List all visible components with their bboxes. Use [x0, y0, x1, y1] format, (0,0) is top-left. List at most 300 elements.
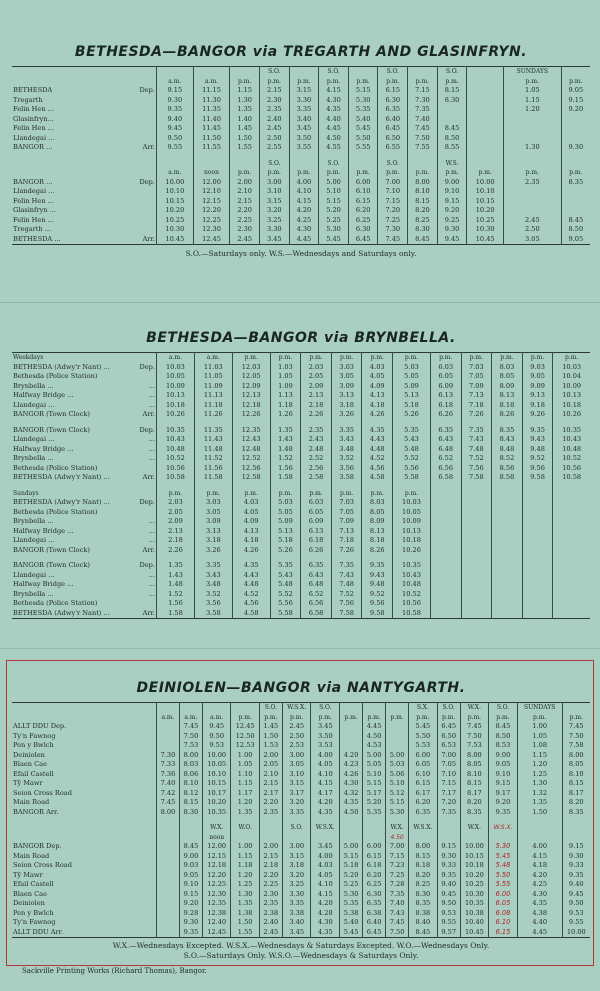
time-cell: 8.15	[179, 798, 202, 808]
header-cell: p.m.	[311, 713, 340, 723]
time-cell: 1.05	[231, 760, 259, 770]
time-cell: 12.45	[202, 928, 230, 938]
table-row	[12, 823, 590, 833]
time-cell: 9.45	[157, 124, 194, 134]
time-cell: 1.50	[517, 808, 562, 818]
stop-name: BANGOR Arr.	[13, 807, 59, 816]
time-cell: 2.13	[157, 527, 195, 537]
section-title: BETHESDA—BANGOR via TREGARTH AND GLASINFRYN.	[74, 44, 528, 60]
stop-name: Halfway Bridge ...	[13, 391, 74, 399]
time-cell: 5.20	[340, 871, 363, 881]
time-cell: 7.05	[331, 508, 362, 518]
direction-label	[132, 722, 157, 732]
time-cell: 10.56	[553, 464, 590, 474]
time-cell: 10.05	[202, 760, 230, 770]
time-cell: 8.15	[437, 86, 467, 96]
timetable-nantygarth	[12, 702, 590, 938]
time-cell: 4.56	[232, 599, 270, 609]
time-cell: 5.20	[363, 798, 386, 808]
time-cell: 3.05	[504, 235, 562, 245]
header-cell: p.m.	[408, 168, 438, 178]
time-cell: 9.10	[437, 187, 467, 197]
time-cell: 1.35	[517, 798, 562, 808]
time-cell: 6.56	[430, 464, 461, 474]
stop-name: BANGOR Dep.	[13, 842, 62, 850]
table-row	[12, 115, 590, 125]
time-cell: 9.00	[179, 852, 202, 862]
time-cell: 1.00	[517, 722, 562, 732]
time-cell: 5.30	[348, 96, 378, 106]
time-cell: 9.45	[562, 890, 590, 900]
time-cell: 2.53	[282, 741, 311, 751]
time-cell: 2.18	[157, 536, 195, 546]
time-cell: 3.45	[289, 124, 319, 134]
header-cell: p.m.	[561, 168, 590, 178]
header-cell: p.m.	[230, 168, 260, 178]
time-cell: 11.52	[194, 454, 232, 464]
time-cell: 1.08	[517, 741, 562, 751]
time-cell: 2.10	[230, 187, 260, 197]
time-cell	[504, 206, 562, 216]
time-cell: 5.03	[386, 760, 409, 770]
time-cell: 4.45	[363, 722, 386, 732]
time-cell: 7.05	[437, 760, 460, 770]
stop-name: BETHESDA (Adwy'r Nant) ...	[13, 362, 110, 371]
time-cell	[386, 732, 409, 742]
time-cell: 9.52	[522, 454, 553, 464]
time-cell	[430, 498, 461, 508]
time-cell: 6.13	[430, 391, 461, 401]
direction-label: Dep.	[139, 177, 155, 186]
time-cell: 9.05	[522, 372, 553, 382]
header-cell	[561, 159, 590, 169]
header-cell	[348, 159, 378, 169]
time-cell: 2.20	[259, 798, 282, 808]
time-cell: 12.43	[232, 435, 270, 445]
time-cell: 7.00	[386, 842, 409, 852]
header-cell: a.m.	[157, 77, 194, 87]
time-cell: 6.55	[378, 143, 408, 153]
time-cell: 7.43	[331, 571, 362, 581]
time-cell: 4.38	[517, 909, 562, 919]
header-cell: W.S.X.	[409, 823, 438, 833]
time-cell: 9.35	[179, 928, 202, 938]
time-cell: 6.15	[378, 86, 408, 96]
handwritten-note: W.S.X.	[489, 823, 518, 833]
time-cell	[561, 134, 590, 144]
time-cell: 5.05	[363, 760, 386, 770]
header-cell: SUNDAYS	[504, 67, 562, 77]
time-cell	[492, 580, 523, 590]
time-cell: 5.30	[319, 225, 349, 235]
time-cell	[561, 187, 590, 197]
time-cell	[492, 527, 523, 537]
time-cell: 3.43	[331, 435, 362, 445]
time-cell: 3.05	[331, 372, 362, 382]
time-cell: 3.25	[259, 216, 289, 226]
time-cell	[467, 134, 504, 144]
time-cell: 3.48	[331, 445, 362, 455]
time-cell: 5.35	[393, 426, 431, 436]
time-cell: 4.45	[289, 235, 319, 245]
time-cell: 9.30	[157, 96, 194, 106]
time-cell: 3.50	[289, 134, 319, 144]
time-cell: 7.56	[331, 599, 362, 609]
header-cell	[489, 833, 518, 843]
time-cell: 2.55	[259, 143, 289, 153]
header-cell: p.m.	[393, 353, 431, 363]
time-cell: 7.18	[331, 536, 362, 546]
table-row	[12, 216, 590, 226]
time-cell: 7.45	[562, 722, 590, 732]
time-cell: 5.50	[409, 732, 438, 742]
time-cell: 4.17	[311, 789, 340, 799]
time-cell: 8.35	[492, 426, 523, 436]
time-cell: 4.35	[340, 798, 363, 808]
stop-name: Brynbella ...	[13, 589, 54, 598]
stop-name: Halfway Bridge ...	[13, 444, 74, 453]
stop-label	[12, 67, 132, 77]
direction-label: Dep.	[139, 498, 155, 506]
time-cell: 7.15	[378, 197, 408, 207]
time-cell: 3.20	[282, 798, 311, 808]
time-cell: 1.00	[231, 751, 259, 761]
time-cell: 8.35	[562, 808, 590, 818]
time-cell: 4.35	[311, 808, 340, 818]
header-cell	[437, 823, 460, 833]
time-cell: 9.17	[489, 789, 518, 799]
time-cell: 9.56	[522, 464, 553, 474]
time-cell: 1.09	[270, 382, 301, 392]
time-cell: 8.43	[492, 435, 523, 445]
table-row	[12, 445, 590, 455]
time-cell: 8.56	[492, 464, 523, 474]
time-cell: 2.05	[157, 508, 195, 518]
time-cell: 5.45	[340, 928, 363, 938]
section-note: S.O.—Saturdays Only. W.S.O.—Wednesdays & Saturdays Only.	[183, 951, 419, 960]
time-cell: 3.30	[289, 96, 319, 106]
direction-label	[132, 353, 157, 363]
time-cell	[157, 741, 180, 751]
time-cell: 4.18	[517, 861, 562, 871]
header-cell: p.m.	[562, 713, 590, 723]
direction-label	[132, 599, 157, 609]
time-cell	[504, 115, 562, 125]
time-cell: 1.56	[157, 599, 195, 609]
time-cell: 1.26	[270, 410, 301, 420]
time-cell	[437, 105, 467, 115]
time-cell: 7.17	[437, 789, 460, 799]
time-cell: 4.18	[362, 401, 393, 411]
time-cell	[522, 517, 553, 527]
time-cell	[522, 527, 553, 537]
time-cell: 7.55	[408, 143, 438, 153]
time-cell	[340, 741, 363, 751]
time-cell: 2.30	[259, 96, 289, 106]
time-cell: 5.55	[348, 143, 378, 153]
header-cell: S.O.	[259, 703, 282, 713]
time-cell: 9.30	[437, 225, 467, 235]
table-row	[12, 435, 590, 445]
time-cell	[492, 517, 523, 527]
time-cell: 2.30	[230, 225, 260, 235]
time-cell	[430, 517, 461, 527]
direction-label	[132, 928, 157, 938]
header-cell: SUNDAYS	[517, 703, 562, 713]
stop-name: Tŷ Mawr	[13, 779, 43, 787]
time-cell	[157, 722, 180, 732]
time-cell: 7.50	[386, 928, 409, 938]
direction-label: ...	[148, 580, 155, 588]
time-cell: 3.03	[331, 363, 362, 373]
header-cell: p.m.	[362, 353, 393, 363]
time-cell: 6.05	[409, 760, 438, 770]
direction-label: Arr.	[142, 608, 155, 617]
time-cell: 7.00	[378, 178, 408, 188]
table-row	[12, 382, 590, 392]
time-cell	[461, 599, 492, 609]
time-cell: 10.00	[202, 751, 230, 761]
time-cell: 7.48	[331, 580, 362, 590]
time-cell: 10.45	[460, 928, 488, 938]
header-cell: p.m.	[504, 168, 562, 178]
time-cell: 6.52	[301, 590, 332, 600]
direction-label	[132, 852, 157, 862]
time-cell: 5.03	[270, 498, 301, 508]
time-cell: 1.05	[504, 86, 562, 96]
time-cell: 4.00	[311, 852, 340, 862]
header-cell: p.m.	[522, 353, 553, 363]
header-cell	[408, 67, 438, 77]
time-cell: 4.25	[289, 216, 319, 226]
spacer	[12, 833, 132, 843]
header-cell	[348, 67, 378, 77]
time-cell: 3.17	[282, 789, 311, 799]
time-cell: 8.20	[562, 798, 590, 808]
time-cell: 6.50	[437, 732, 460, 742]
time-cell	[157, 861, 180, 871]
time-cell: 4.50	[363, 732, 386, 742]
time-cell: 5.06	[386, 770, 409, 780]
time-cell: 10.17	[202, 789, 230, 799]
time-cell	[157, 852, 180, 862]
header-cell	[157, 833, 180, 843]
time-cell: 4.15	[319, 86, 349, 96]
stop-name: Ty'n Fawnog	[13, 918, 56, 926]
direction-label: ...	[148, 444, 155, 453]
time-cell: 10.20	[157, 206, 194, 216]
time-cell: 2.30	[259, 890, 282, 900]
timetable-tregarth	[12, 66, 590, 245]
time-cell: 12.58	[232, 473, 270, 483]
time-cell	[437, 115, 467, 125]
time-cell: 12.56	[232, 464, 270, 474]
header-cell	[157, 823, 180, 833]
time-cell: 11.48	[194, 445, 232, 455]
table-row	[12, 353, 590, 363]
time-cell: 2.48	[301, 445, 332, 455]
time-cell: 3.58	[331, 473, 362, 483]
time-cell: 1.15	[504, 96, 562, 106]
time-cell: 7.25	[378, 216, 408, 226]
time-cell: 8.17	[562, 789, 590, 799]
time-cell: 11.58	[194, 473, 232, 483]
header-cell: W.S.X.	[282, 703, 311, 713]
time-cell: 10.26	[553, 410, 590, 420]
time-cell: 3.05	[194, 508, 232, 518]
time-cell: 5.45	[409, 722, 438, 732]
time-cell: 8.55	[437, 143, 467, 153]
time-cell: 7.56	[461, 464, 492, 474]
header-cell: W.X.	[460, 823, 488, 833]
time-cell: 12.26	[232, 410, 270, 420]
stop-name: Llandegai ...	[13, 536, 55, 544]
header-cell: p.m.	[331, 353, 362, 363]
time-cell: 10.20	[460, 871, 488, 881]
time-cell: 4.26	[232, 546, 270, 556]
time-cell	[157, 909, 180, 919]
header-cell	[193, 159, 230, 169]
time-cell: 6.05	[430, 372, 461, 382]
handwritten-time: 5.45	[489, 852, 518, 862]
time-cell: 8.03	[362, 498, 393, 508]
time-cell: 9.09	[522, 382, 553, 392]
time-cell: 5.25	[319, 216, 349, 226]
time-cell: 1.50	[231, 918, 259, 928]
section-tregarth	[12, 44, 590, 258]
time-cell: 4.10	[311, 770, 340, 780]
time-cell: 8.45	[489, 722, 518, 732]
time-cell	[461, 517, 492, 527]
stop-label	[12, 77, 132, 87]
stop-name: Brynbella ...	[13, 381, 54, 390]
time-cell: 3.45	[311, 842, 340, 852]
stop-name: Seion Cross Road	[13, 788, 72, 797]
time-cell: 3.13	[194, 527, 232, 537]
handwritten-time: 5.55	[489, 880, 518, 890]
header-cell: S.O.	[489, 703, 518, 713]
time-cell	[522, 609, 553, 619]
time-cell: 6.03	[430, 363, 461, 373]
time-cell: 2.45	[230, 235, 260, 245]
printer-credit: Sackville Printing Works (Richard Thomas), Bangor.	[22, 967, 207, 975]
time-cell: 9.33	[437, 861, 460, 871]
time-cell: 9.58	[362, 609, 393, 619]
time-cell: 1.05	[517, 732, 562, 742]
time-cell: 1.48	[157, 580, 195, 590]
time-cell	[522, 599, 553, 609]
time-cell: 7.09	[331, 517, 362, 527]
header-cell: W.X.	[460, 703, 488, 713]
time-cell: 8.15	[562, 779, 590, 789]
time-cell: 6.35	[378, 105, 408, 115]
time-cell: 2.05	[301, 372, 332, 382]
time-cell: 12.20	[202, 871, 230, 881]
time-cell: 5.05	[393, 372, 431, 382]
section-title: BETHESDA—BANGOR via BRYNBELLA.	[146, 330, 456, 346]
direction-label	[132, 187, 157, 197]
time-cell: 1.52	[270, 454, 301, 464]
header-cell	[517, 833, 562, 843]
time-cell: 3.20	[282, 871, 311, 881]
time-cell: 9.05	[561, 235, 590, 245]
time-cell	[492, 599, 523, 609]
time-cell: 2.15	[230, 197, 260, 207]
time-cell: 10.18	[157, 401, 195, 411]
time-cell: 7.15	[437, 779, 460, 789]
header-cell	[504, 159, 562, 169]
time-cell: 4.05	[362, 372, 393, 382]
time-cell: 11.09	[194, 382, 232, 392]
time-cell: 1.52	[157, 590, 195, 600]
time-cell: 11.15	[193, 86, 230, 96]
direction-label: ...	[148, 536, 155, 544]
header-cell: p.m.	[319, 77, 349, 87]
time-cell: 8.45	[409, 928, 438, 938]
time-cell: 9.55	[437, 918, 460, 928]
stop-name: BETHESDA	[13, 86, 53, 94]
time-cell: 2.40	[259, 918, 282, 928]
direction-label: Dep.	[139, 362, 155, 371]
time-cell: 10.38	[460, 909, 488, 919]
header-cell: S.O.	[437, 67, 467, 77]
time-cell: 7.35	[437, 808, 460, 818]
time-cell	[430, 599, 461, 609]
time-cell: 9.10	[489, 770, 518, 780]
time-cell: 10.43	[553, 435, 590, 445]
time-cell: 3.43	[194, 571, 232, 581]
header-cell	[230, 67, 260, 77]
time-cell: 1.15	[231, 852, 259, 862]
time-cell: 4.58	[362, 473, 393, 483]
time-cell: 8.00	[409, 842, 438, 852]
time-cell: 4.15	[311, 779, 340, 789]
time-cell	[492, 546, 523, 556]
time-cell: 3.35	[194, 561, 232, 571]
time-cell: 6.45	[437, 722, 460, 732]
time-cell	[340, 722, 363, 732]
time-cell: 4.30	[311, 918, 340, 928]
time-cell: 3.56	[194, 599, 232, 609]
time-cell: 6.18	[363, 861, 386, 871]
time-cell: 1.50	[230, 134, 260, 144]
time-cell: 3.30	[259, 225, 289, 235]
time-cell: 8.26	[362, 546, 393, 556]
time-cell: 10.58	[393, 609, 431, 619]
stop-name: Tregarth ...	[13, 225, 52, 233]
time-cell: 6.26	[301, 546, 332, 556]
header-cell: noon	[202, 833, 230, 843]
header-cell	[230, 159, 260, 169]
time-cell: 9.56	[362, 599, 393, 609]
direction-label: ...	[148, 570, 155, 579]
time-cell	[504, 197, 562, 207]
stop-name: Halfway Bridge ...	[13, 580, 74, 588]
time-cell: 4.20	[289, 206, 319, 216]
time-cell: 9.25	[437, 216, 467, 226]
time-cell: 5.09	[270, 517, 301, 527]
time-cell: 1.03	[270, 363, 301, 373]
time-cell: 5.15	[340, 852, 363, 862]
header-cell: a.m.	[179, 713, 202, 723]
table-row	[12, 235, 590, 245]
time-cell: 5.56	[270, 599, 301, 609]
time-cell	[492, 536, 523, 546]
time-cell: 7.45	[179, 722, 202, 732]
header-cell	[231, 833, 259, 843]
time-cell: 10.30	[467, 225, 504, 235]
time-cell	[504, 124, 562, 134]
